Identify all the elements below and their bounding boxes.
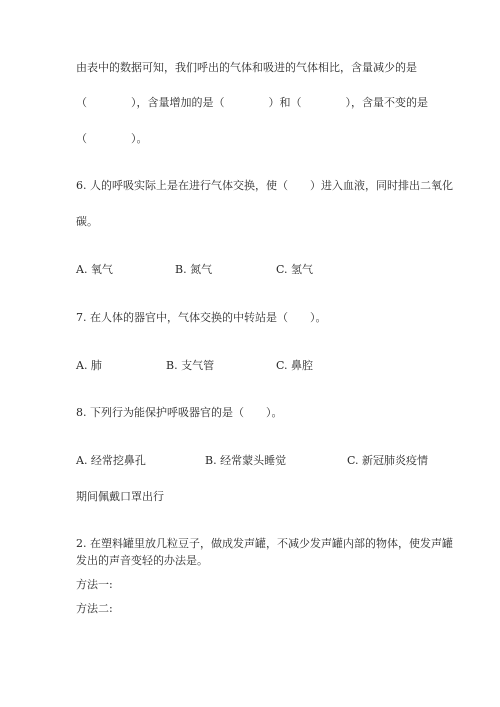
q6-option-a: A. 氧气 xyxy=(76,263,113,276)
q8-option-c: C. 新冠肺炎疫情 xyxy=(347,454,429,467)
q6-stem-line-2: 碳。 xyxy=(76,215,98,228)
q7-option-a: A. 肺 xyxy=(76,359,102,372)
q2-stem-line-1: 2. 在塑料罐里放几粒豆子，做成发声罐，不减少发声罐内部的物体，使发声罐 xyxy=(76,537,453,550)
q2-method-1-label: 方法一: xyxy=(76,578,113,591)
q6-stem-line-1: 6. 人的呼吸实际上是在进行气体交换，使（ ）进入血液，同时排出二氧化 xyxy=(76,179,453,192)
q7-option-c: C. 鼻腔 xyxy=(276,359,314,372)
q8-stem: 8. 下列行为能保护呼吸器官的是（ ）。 xyxy=(76,406,283,419)
q7-stem: 7. 在人体的器官中，气体交换的中转站是（ ）。 xyxy=(76,311,327,324)
q2-stem-line-2: 发出的声音变轻的办法是。 xyxy=(76,554,208,567)
q6-option-c: C. 氢气 xyxy=(276,263,314,276)
intro-line-3: （ ）。 xyxy=(76,132,148,145)
q8-option-c-continuation: 期间佩戴口罩出行 xyxy=(76,490,164,503)
q7-option-b: B. 支气管 xyxy=(166,359,215,372)
intro-line-2: （ ），含量增加的是（ ）和（ ），含量不变的是 xyxy=(76,96,428,109)
q6-option-b: B. 氮气 xyxy=(175,263,213,276)
q8-option-a: A. 经常挖鼻孔 xyxy=(76,454,146,467)
q2-method-2-label: 方法二: xyxy=(76,602,113,615)
q8-option-b: B. 经常蒙头睡觉 xyxy=(205,454,287,467)
intro-line-1: 由表中的数据可知，我们呼出的气体和吸进的气体相比，含量减少的是 xyxy=(76,61,417,74)
